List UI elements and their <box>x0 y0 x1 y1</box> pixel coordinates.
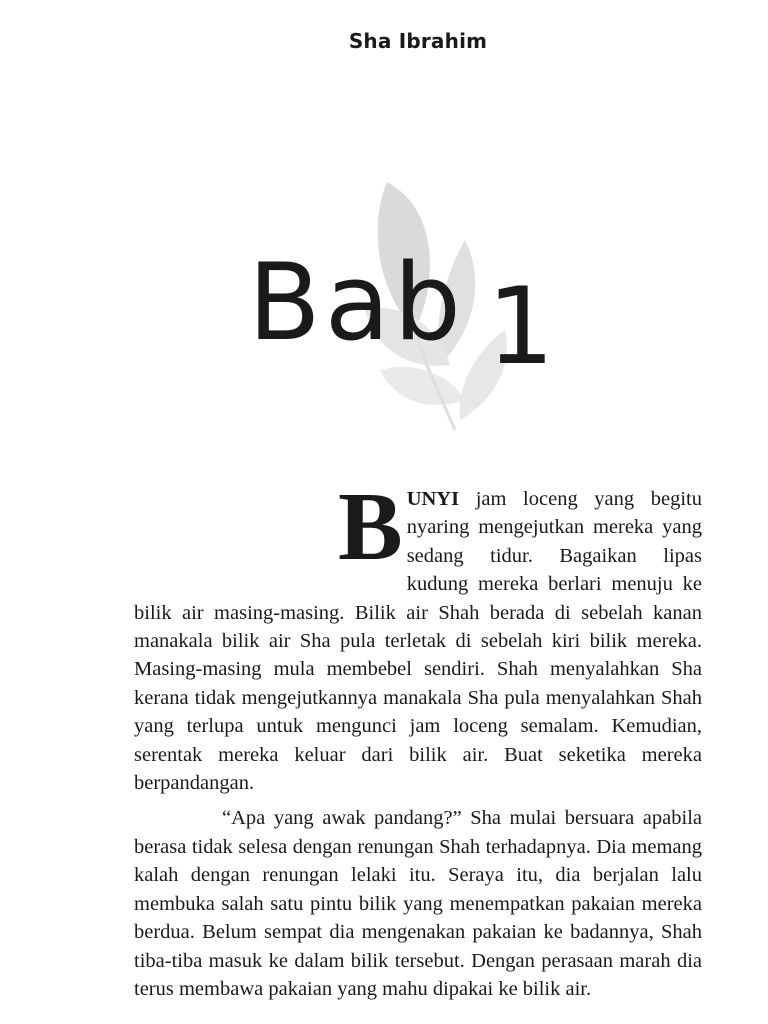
paragraph <box>134 473 702 797</box>
running-head: Sha Ibrahim <box>348 29 488 53</box>
lead-word: UNYI <box>406 488 460 510</box>
chapter-body <box>134 473 702 1010</box>
drop-cap: B <box>338 473 403 580</box>
paragraph-text: jam loceng yang begitu nyaring mengejutkan mereka yang sedang tidur. Bagaikan lipas kudung mereka berlari menuju ke bilik air masing-masing. Bilik air Shah berada di sebelah kanan manakala bilik air Sha pula terletak di sebelah kiri bilik mereka. Masing-masing mula membebel sendiri. Shah menyalahkan Sha kerana tidak mengejutkannya manakala Sha pula menyalahkan Shah yang terlupa untuk mengunci jam loceng semalam. Kemudian, serentak mereka keluar dari bilik air. Buat seketika mereka berpandangan. <box>134 488 702 795</box>
paragraph: “Apa yang awak pandang?” Sha mulai bersuara apabila berasa tidak selesa dengan renungan Shah terhadapnya. Dia memang kalah dengan renungan lelaki itu. Seraya itu, dia berjalan lalu membuka salah satu pintu bilik yang menempatkan pakaian mereka berdua. Belum sempat dia mengenakan pakaian ke badannya, Shah tiba-tiba masuk ke dalam bilik tersebut. Dengan perasaan marah dia terus membawa pakaian yang mahu dipakai ke bilik air. <box>134 807 702 1000</box>
chapter-word: Bab <box>248 241 465 364</box>
chapter-title <box>248 241 559 388</box>
chapter-number: 1 <box>486 265 559 388</box>
